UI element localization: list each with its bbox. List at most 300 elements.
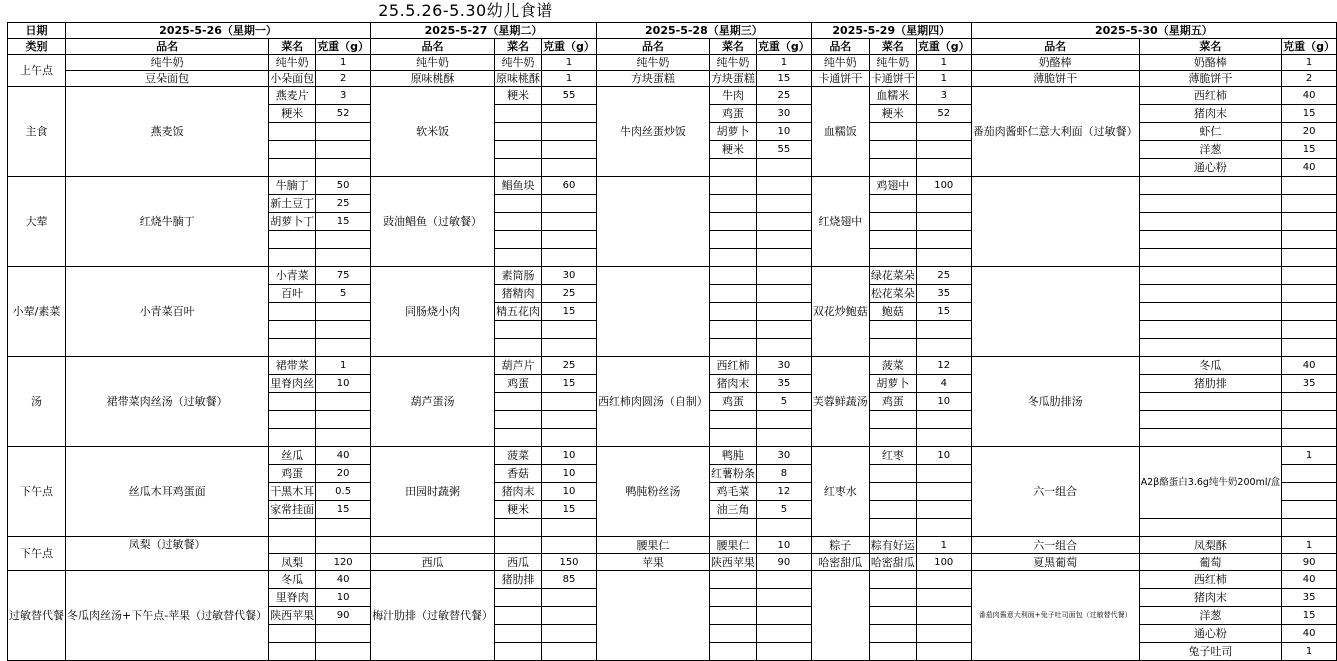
dish-name: 冬瓜肉丝汤+下午点-苹果（过敏替代餐） <box>66 571 269 661</box>
ingredient-weight <box>756 625 811 643</box>
ingredient-weight <box>1282 321 1337 339</box>
ingredient-weight <box>1282 465 1337 483</box>
ingredient-weight <box>916 589 971 607</box>
dish-name: 薄脆饼干 <box>971 71 1139 87</box>
ingredient-name: 葫芦片 <box>495 357 542 375</box>
menu-row <box>8 267 1337 285</box>
ingredient-weight: 55 <box>542 87 597 105</box>
ingredient-name: 腰果仁 <box>709 537 756 554</box>
col-dish-header: 品名 <box>66 39 269 55</box>
col-weight-header: 克重（g） <box>757 40 810 53</box>
ingredient-name <box>709 231 756 249</box>
ingredient-name <box>709 267 756 285</box>
ingredient-name <box>709 321 756 339</box>
ingredient-name <box>269 411 316 429</box>
ingredient-weight: 2 <box>316 71 371 87</box>
ingredient-weight <box>1282 339 1337 357</box>
ingredient-name <box>869 643 916 661</box>
ingredient-name: 小朵面包 <box>270 72 315 85</box>
ingredient-name: 粳米 <box>495 501 542 519</box>
ingredient-name: 菠菜 <box>495 447 542 465</box>
col-item-header: 菜名 <box>869 39 916 55</box>
ingredient-name <box>1139 267 1281 285</box>
ingredient-weight <box>756 177 811 195</box>
ingredient-weight: 35 <box>1282 375 1337 393</box>
ingredient-weight: 12 <box>916 357 971 375</box>
ingredient-name <box>269 231 316 249</box>
ingredient-weight: 5 <box>756 501 811 519</box>
ingredient-name <box>709 571 756 589</box>
ingredient-weight <box>756 571 811 589</box>
ingredient-weight <box>916 643 971 661</box>
ingredient-name <box>1139 177 1281 195</box>
ingredient-weight <box>542 141 597 159</box>
ingredient-weight: 10 <box>916 447 971 465</box>
ingredient-weight: 30 <box>756 447 811 465</box>
ingredient-name: 鸡蛋 <box>709 393 756 411</box>
dish-name: 凤梨（过敏餐） <box>66 537 269 571</box>
ingredient-weight <box>542 429 597 447</box>
ingredient-weight <box>316 141 371 159</box>
ingredient-weight <box>1282 267 1337 285</box>
ingredient-name <box>495 123 542 141</box>
ingredient-name: 陕西苹果 <box>710 555 755 569</box>
ingredient-weight: 10 <box>316 375 371 393</box>
col-dish-header: 品名 <box>371 39 495 55</box>
ingredient-name: 鸡蛋 <box>869 393 916 411</box>
ingredient-name <box>869 231 916 249</box>
ingredient-name: 素筒肠 <box>495 267 542 285</box>
dish-name: 粽子 <box>811 537 869 554</box>
ingredient-weight: 1 <box>916 55 971 71</box>
ingredient-name: 血糯米 <box>869 87 916 105</box>
menu-row <box>8 71 1337 87</box>
ingredient-name: 猪肋排 <box>1139 375 1281 393</box>
ingredient-weight: 1 <box>1282 643 1337 661</box>
dish-name <box>596 177 709 267</box>
ingredient-weight <box>542 411 597 429</box>
ingredient-weight <box>916 411 971 429</box>
ingredient-name: 兔子吐司 <box>1139 643 1281 661</box>
ingredient-name: 鸭肫 <box>709 447 756 465</box>
ingredient-weight: 3 <box>916 87 971 105</box>
ingredient-name: 丝瓜 <box>269 447 316 465</box>
menu-row <box>8 177 1337 195</box>
ingredient-name <box>869 321 916 339</box>
ingredient-weight: 0.5 <box>316 483 371 501</box>
ingredient-name: 里脊肉丝 <box>269 375 316 393</box>
ingredient-name <box>495 625 542 643</box>
ingredient-name: 哈密甜瓜 <box>870 555 915 569</box>
date-label: 日期 <box>8 23 66 39</box>
dish-name: 豆朵面包 <box>66 71 269 87</box>
ingredient-name: A2β酪蛋白3.6g纯牛奶200ml/盒 <box>1139 447 1281 519</box>
ingredient-weight: 25 <box>542 285 597 303</box>
page-title: 25.5.26-5.30幼儿食谱 <box>378 1 553 20</box>
dish-name: 田园时蔬粥 <box>371 447 495 537</box>
ingredient-weight: 30 <box>756 357 811 375</box>
ingredient-name <box>495 195 542 213</box>
ingredient-name <box>1139 519 1281 537</box>
ingredient-name <box>869 141 916 159</box>
ingredient-weight: 40 <box>316 571 371 589</box>
ingredient-name <box>269 625 316 643</box>
col-weight-header: 克重（g） <box>317 40 370 53</box>
ingredient-weight <box>316 411 371 429</box>
dish-name <box>971 177 1139 267</box>
ingredient-weight <box>1282 249 1337 267</box>
section-label: 下午点 <box>8 537 66 571</box>
ingredient-weight: 25 <box>542 357 597 375</box>
dish-name: 鸭肫粉丝汤 <box>596 447 709 537</box>
ingredient-weight <box>756 429 811 447</box>
ingredient-weight <box>916 141 971 159</box>
dish-name <box>596 267 709 357</box>
dish-name: 丝瓜木耳鸡蛋面 <box>66 447 269 537</box>
ingredient-name: 百叶 <box>269 285 316 303</box>
ingredient-name <box>1139 411 1281 429</box>
ingredient-name <box>495 537 542 554</box>
ingredient-weight: 15 <box>1282 141 1337 159</box>
col-weight-header: 克重（g） <box>543 40 595 53</box>
ingredient-name <box>495 141 542 159</box>
ingredient-weight <box>756 339 811 357</box>
menu-row <box>8 87 1337 105</box>
ingredient-weight <box>756 267 811 285</box>
ingredient-name <box>709 177 756 195</box>
ingredient-weight: 20 <box>1282 123 1337 141</box>
ingredient-name <box>1139 249 1281 267</box>
ingredient-weight <box>542 321 597 339</box>
ingredient-weight <box>916 321 971 339</box>
ingredient-weight: 100 <box>916 554 971 571</box>
ingredient-name <box>1139 213 1281 231</box>
ingredient-name <box>495 213 542 231</box>
ingredient-weight <box>316 249 371 267</box>
ingredient-name: 鸡蛋 <box>495 375 542 393</box>
ingredient-weight: 10 <box>542 483 597 501</box>
ingredient-name: 纯牛奶 <box>709 55 756 71</box>
ingredient-name <box>269 123 316 141</box>
ingredient-name <box>869 429 916 447</box>
ingredient-name: 精五花肉 <box>495 303 542 321</box>
ingredient-weight: 8 <box>756 465 811 483</box>
ingredient-weight: 75 <box>316 267 371 285</box>
dish-name: 红枣水 <box>811 447 869 537</box>
ingredient-weight: 1 <box>316 357 371 375</box>
dish-name: 牛肉丝蛋炒饭 <box>596 87 709 177</box>
ingredient-name: 猪肉末 <box>709 375 756 393</box>
ingredient-weight <box>756 321 811 339</box>
ingredient-name <box>269 537 316 554</box>
ingredient-name <box>495 519 542 537</box>
ingredient-name <box>869 571 916 589</box>
ingredient-weight <box>1282 393 1337 411</box>
ingredient-weight: 90 <box>316 607 371 625</box>
ingredient-weight: 40 <box>1282 87 1337 105</box>
ingredient-weight: 10 <box>542 447 597 465</box>
ingredient-weight <box>916 231 971 249</box>
ingredient-weight <box>542 249 597 267</box>
ingredient-name <box>269 321 316 339</box>
ingredient-weight: 1 <box>316 55 371 71</box>
ingredient-name <box>709 429 756 447</box>
ingredient-name: 猪精肉 <box>495 285 542 303</box>
ingredient-weight <box>316 537 371 554</box>
section-label: 大荤 <box>8 177 66 267</box>
ingredient-weight <box>916 501 971 519</box>
ingredient-name <box>1139 231 1281 249</box>
ingredient-weight <box>916 625 971 643</box>
dish-name <box>811 571 869 661</box>
ingredient-name: 粳米 <box>495 87 542 105</box>
ingredient-name <box>709 159 756 177</box>
ingredient-name: 洋葱 <box>1139 607 1281 625</box>
dish-name: 番茄肉酱意大利面+兔子吐司面包（过敏替代餐） <box>971 571 1139 661</box>
ingredient-weight <box>756 643 811 661</box>
ingredient-name: 红枣 <box>869 447 916 465</box>
dish-name: 苹果 <box>596 554 709 571</box>
ingredient-weight <box>542 643 597 661</box>
ingredient-weight <box>1282 501 1337 519</box>
ingredient-name: 鸡蛋 <box>709 105 756 123</box>
category-label: 类别 <box>8 39 66 55</box>
ingredient-name: 陕西苹果 <box>269 607 316 625</box>
ingredient-name: 西瓜 <box>495 554 542 571</box>
dish-name: 纯牛奶 <box>66 55 269 71</box>
ingredient-name: 虾仁 <box>1139 123 1281 141</box>
dish-name: 六一组合 <box>971 447 1139 537</box>
ingredient-weight: 40 <box>1282 357 1337 375</box>
ingredient-weight <box>316 625 371 643</box>
ingredient-name <box>495 607 542 625</box>
ingredient-name: 胡萝卜丁 <box>269 213 316 231</box>
ingredient-name <box>869 625 916 643</box>
ingredient-weight: 1 <box>542 71 597 87</box>
ingredient-name: 猪肉末 <box>1139 105 1281 123</box>
ingredient-name <box>1139 303 1281 321</box>
ingredient-name <box>869 519 916 537</box>
ingredient-weight: 30 <box>542 267 597 285</box>
dish-name: 芙蓉鲜蔬汤 <box>811 357 869 447</box>
menu-table <box>7 22 1337 661</box>
ingredient-weight: 1 <box>916 71 971 87</box>
ingredient-name <box>869 411 916 429</box>
ingredient-weight <box>916 571 971 589</box>
ingredient-weight <box>316 231 371 249</box>
menu-row <box>8 447 1337 465</box>
menu-row <box>8 357 1337 375</box>
ingredient-name <box>869 589 916 607</box>
header-columns-row <box>8 39 1337 55</box>
ingredient-name: 鲍菇 <box>869 303 916 321</box>
ingredient-weight <box>1282 285 1337 303</box>
ingredient-weight <box>316 519 371 537</box>
ingredient-weight: 15 <box>756 71 811 87</box>
dish-name: 原味桃酥 <box>371 71 495 87</box>
ingredient-weight: 15 <box>316 213 371 231</box>
ingredient-weight: 90 <box>756 554 811 571</box>
ingredient-weight <box>542 607 597 625</box>
ingredient-name <box>709 625 756 643</box>
ingredient-name <box>869 159 916 177</box>
ingredient-name: 洋葱 <box>1139 141 1281 159</box>
dish-name <box>971 267 1139 357</box>
col-item-header: 菜名 <box>1139 39 1281 55</box>
ingredient-name: 鸡翅中 <box>869 177 916 195</box>
dish-name: 番茄肉酱虾仁意大利面（过敏餐） <box>971 87 1139 177</box>
day-date-header: 2025-5-30（星期五） <box>971 23 1336 39</box>
ingredient-weight <box>1282 195 1337 213</box>
ingredient-name: 凤梨酥 <box>1139 537 1281 554</box>
ingredient-name: 干黑木耳 <box>269 483 316 501</box>
ingredient-name <box>1139 321 1281 339</box>
ingredient-weight: 85 <box>542 571 597 589</box>
ingredient-name <box>709 519 756 537</box>
ingredient-weight <box>542 123 597 141</box>
ingredient-weight <box>916 339 971 357</box>
ingredient-weight <box>756 519 811 537</box>
ingredient-weight: 1 <box>916 537 971 554</box>
dish-name: 奶酪棒 <box>971 55 1139 71</box>
ingredient-weight: 52 <box>316 105 371 123</box>
ingredient-weight: 15 <box>542 303 597 321</box>
dish-name: 卡通饼干 <box>811 71 869 87</box>
ingredient-weight <box>316 321 371 339</box>
ingredient-weight: 10 <box>756 123 811 141</box>
ingredient-name: 卡通饼干 <box>870 72 915 85</box>
dish-name: 燕麦饭 <box>66 87 269 177</box>
ingredient-weight: 1 <box>542 55 597 71</box>
dish-name <box>596 571 709 661</box>
ingredient-name <box>1139 195 1281 213</box>
ingredient-weight <box>756 589 811 607</box>
ingredient-name: 新土豆丁 <box>269 195 316 213</box>
ingredient-name <box>495 643 542 661</box>
col-dish-header: 品名 <box>971 39 1139 55</box>
ingredient-name <box>709 607 756 625</box>
ingredient-name: 猪肉末 <box>495 483 542 501</box>
dish-name: 红烧翅中 <box>811 177 869 267</box>
ingredient-name <box>495 339 542 357</box>
col-item-header: 菜名 <box>269 39 316 55</box>
ingredient-weight <box>542 195 597 213</box>
ingredient-name: 西红柿 <box>1139 87 1281 105</box>
ingredient-name: 凤梨 <box>269 554 316 571</box>
ingredient-weight: 5 <box>756 393 811 411</box>
ingredient-weight <box>542 393 597 411</box>
ingredient-weight: 52 <box>916 105 971 123</box>
ingredient-name: 香菇 <box>495 465 542 483</box>
ingredient-name <box>495 249 542 267</box>
dish-name: 方块蛋糕 <box>596 71 709 87</box>
col-weight-header: 克重（g） <box>1283 40 1336 53</box>
dish-name: 西瓜 <box>371 554 495 571</box>
dish-name: 哈密甜瓜 <box>811 554 869 571</box>
ingredient-name <box>1139 285 1281 303</box>
ingredient-weight <box>1282 429 1337 447</box>
ingredient-name <box>869 501 916 519</box>
dish-name: 软米饭 <box>371 87 495 177</box>
ingredient-name <box>709 249 756 267</box>
menu-row <box>8 537 1337 554</box>
ingredient-name <box>709 303 756 321</box>
ingredient-weight <box>316 643 371 661</box>
ingredient-name <box>1139 429 1281 447</box>
ingredient-name: 猪肋排 <box>495 571 542 589</box>
ingredient-name <box>269 393 316 411</box>
ingredient-name <box>709 643 756 661</box>
ingredient-weight: 40 <box>1282 625 1337 643</box>
ingredient-name: 红薯粉条 <box>709 465 756 483</box>
ingredient-name: 冬瓜 <box>269 571 316 589</box>
ingredient-weight <box>1282 411 1337 429</box>
ingredient-name <box>269 159 316 177</box>
ingredient-weight <box>316 159 371 177</box>
dish-name: 红烧牛腩丁 <box>66 177 269 267</box>
col-weight-header: 克重（g） <box>917 40 970 53</box>
day-date-header: 2025-5-29（星期四） <box>811 23 971 39</box>
ingredient-name <box>869 213 916 231</box>
ingredient-weight <box>756 249 811 267</box>
ingredient-name <box>269 643 316 661</box>
ingredient-name <box>269 339 316 357</box>
ingredient-weight: 25 <box>316 195 371 213</box>
ingredient-name: 松花菜朵 <box>869 285 916 303</box>
header-date-row <box>8 23 1337 39</box>
ingredient-weight <box>542 537 597 554</box>
ingredient-name: 绿花菜朵 <box>869 267 916 285</box>
ingredient-name <box>709 411 756 429</box>
dish-name <box>371 537 495 554</box>
ingredient-name <box>869 607 916 625</box>
menu-row <box>8 571 1337 589</box>
dish-name: 西红柿肉圆汤（自制） <box>596 357 709 447</box>
ingredient-weight: 10 <box>756 537 811 554</box>
ingredient-name: 家常挂面 <box>269 501 316 519</box>
ingredient-name <box>269 249 316 267</box>
ingredient-name: 猪肉末 <box>1139 589 1281 607</box>
ingredient-name: 胡萝卜 <box>869 375 916 393</box>
ingredient-weight <box>756 607 811 625</box>
ingredient-name: 粳米 <box>269 105 316 123</box>
day-date-header: 2025-5-28（星期三） <box>596 23 811 39</box>
section-label: 下午点 <box>8 447 66 537</box>
ingredient-name <box>869 249 916 267</box>
ingredient-weight <box>542 231 597 249</box>
ingredient-weight: 2 <box>1282 71 1337 87</box>
ingredient-weight <box>916 429 971 447</box>
dish-name: 小青菜百叶 <box>66 267 269 357</box>
ingredient-weight: 15 <box>1282 607 1337 625</box>
ingredient-weight <box>756 411 811 429</box>
col-dish-header: 品名 <box>596 39 709 55</box>
ingredient-weight: 4 <box>916 375 971 393</box>
day-date-header: 2025-5-26（星期一） <box>66 23 371 39</box>
ingredient-name <box>495 321 542 339</box>
ingredient-weight: 10 <box>316 589 371 607</box>
ingredient-name <box>495 231 542 249</box>
ingredient-weight <box>756 285 811 303</box>
ingredient-name <box>269 429 316 447</box>
ingredient-name: 燕麦片 <box>269 87 316 105</box>
ingredient-weight <box>542 105 597 123</box>
ingredient-name <box>1139 393 1281 411</box>
ingredient-weight: 120 <box>316 554 371 571</box>
ingredient-weight <box>1282 303 1337 321</box>
dish-name: 豉油鲳鱼（过敏餐） <box>371 177 495 267</box>
ingredient-weight <box>756 195 811 213</box>
